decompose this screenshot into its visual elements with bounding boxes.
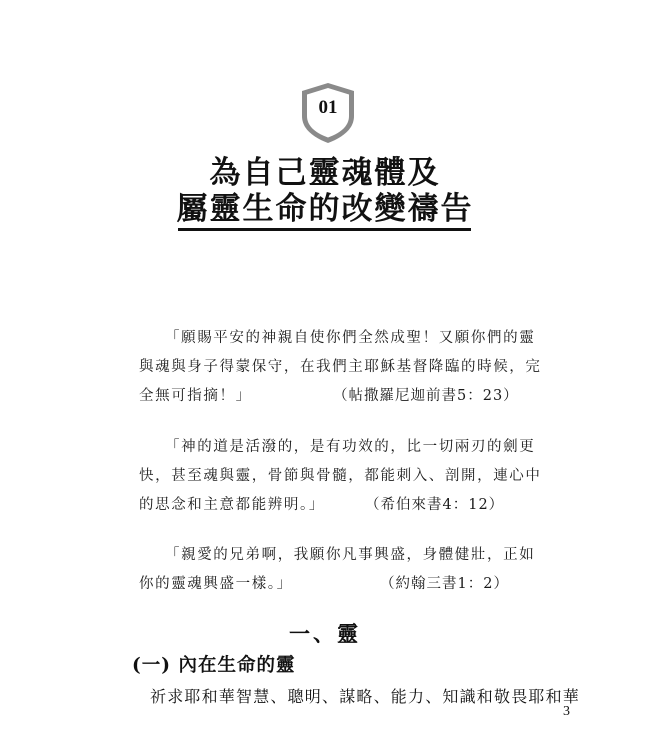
quote-2-reference: （希伯來書4：12） bbox=[365, 497, 505, 513]
chapter-number: 01 bbox=[318, 97, 338, 118]
quote-1-line-3: 全無可指摘！」 bbox=[139, 388, 252, 404]
quote-3-line-2: 你的靈魂興盛一樣。」 bbox=[139, 576, 293, 592]
quote-3-line-1: 「親愛的兄弟啊，我願你凡事興盛，身體健壯，正如 bbox=[165, 547, 536, 563]
section-subheading: (一) 內在生命的靈 bbox=[132, 655, 296, 676]
chapter-title-line-2: 屬靈生命的改變禱告 bbox=[176, 191, 474, 227]
chapter-title-line-1: 為自己靈魂體及 bbox=[209, 155, 441, 191]
quote-1-line-1: 「願賜平安的神親自使你們全然成聖！又願你們的靈 bbox=[165, 330, 536, 346]
quote-2-line-2: 快，甚至魂與靈，骨節與骨髓，都能刺入、剖開，連心中 bbox=[139, 468, 542, 484]
quote-1-reference: （帖撒羅尼迦前書5：23） bbox=[333, 388, 519, 404]
quote-1-line-2: 與魂與身子得蒙保守，在我們主耶穌基督降臨的時候，完 bbox=[139, 359, 542, 375]
quote-3-reference: （約翰三書1：2） bbox=[380, 576, 509, 592]
body-text: 祈求耶和華智慧、聰明、謀略、能力、知識和敬畏耶和華 bbox=[150, 687, 581, 706]
quote-2-line-1: 「神的道是活潑的，是有功效的，比一切兩刃的劍更 bbox=[165, 439, 536, 455]
chapter-badge bbox=[301, 82, 355, 144]
section-heading: 一、靈 bbox=[289, 621, 361, 646]
page-number: 3 bbox=[563, 704, 570, 719]
title-underline bbox=[178, 228, 471, 231]
quote-2-line-3: 的思念和主意都能辨明。」 bbox=[139, 497, 325, 513]
